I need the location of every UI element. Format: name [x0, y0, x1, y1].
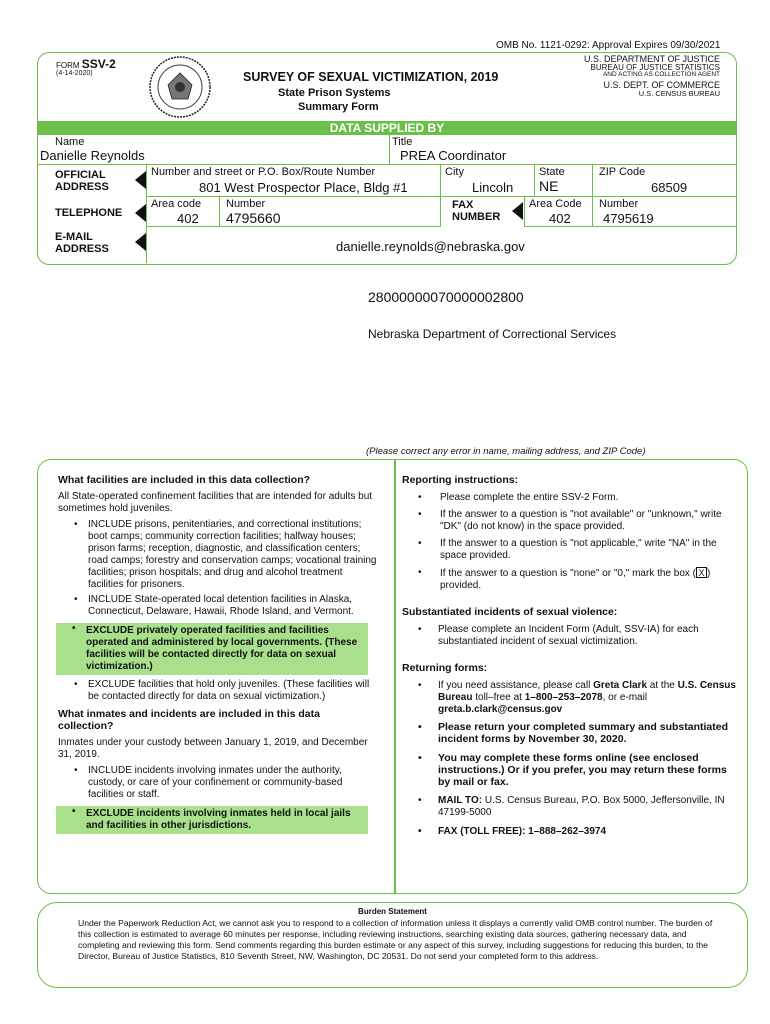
zip-cell: ZIP Code 68509 — [593, 165, 736, 197]
name-value[interactable]: Danielle Reynolds — [40, 148, 145, 163]
list-item-highlight: • EXCLUDE incidents involving inmates held in local jails and facilities in other jurisdictions. — [56, 806, 368, 834]
column-divider — [394, 460, 396, 893]
zip-value[interactable]: 68509 — [651, 180, 688, 195]
list-item: • If the answer to a question is "not applicable," write "NA" in the space provided. — [402, 538, 737, 562]
email-value[interactable]: danielle.reynolds@nebraska.gov — [336, 239, 525, 254]
area-code-cell: Area code 402 — [146, 197, 220, 227]
name-cell: Name Danielle Reynolds — [38, 135, 390, 165]
email-label: E-MAIL ADDRESS — [55, 231, 109, 255]
burden-statement — [37, 902, 748, 988]
street-value[interactable]: 801 West Prospector Place, Bldg #1 — [199, 180, 408, 195]
contact-grid — [37, 135, 737, 265]
reporting-list — [402, 492, 737, 592]
facilities-intro: All State-operated confinement facilities that are intended for adults but sometimes hold juveniles. — [58, 491, 373, 514]
list-item: • INCLUDE State-operated local detention facilities in Alaska, Connecticut, Delaware, Hawaii, Rhode Island, and Vermont. — [58, 594, 378, 618]
fax-label: FAX NUMBER — [452, 199, 501, 223]
burden-text: Under the Paperwork Reduction Act, we cannot ask you to respond to a collection of information unless it displays a currently valid OMB control number. The burden of this collection is estimated to average 60 minutes per response, including reviewing instructions, searching existing data sources, gathering necessary data, and completing and reviewing this form. Send comments regarding this burden estimate or any aspect of this survey, including suggestions for reducing this burden, to the Director, Bureau of Justice Statistics, 810 Seventh Street, NW, Washington, DC 20531. Do not send your completed form to this address. — [78, 918, 713, 961]
title-value[interactable]: PREA Coordinator — [400, 148, 507, 163]
list-item: • You may complete these forms online (see enclosed instructions.) Or if you prefer, you may return these forms by mail or fax. — [402, 752, 737, 788]
facilities-question: What facilities are included in this data collection? — [58, 474, 311, 486]
list-item: • If the answer to a question is "not available" or "unknown," write "DK" (do not know) in the space provided. — [402, 509, 737, 533]
instructions-box — [37, 459, 748, 894]
form-date: (4-14-2020) — [56, 70, 93, 77]
list-item: • INCLUDE prisons, penitentiaries, and correctional institutions; boot camps; community correction facilities; halfway houses; prison farms; reception, diagnostic, and classification centers; road camps; forestry and conservation camps; vocational training facilities; prison hospitals; and drug and alcohol treatment facilities for prisoners. — [58, 519, 378, 591]
list-item-highlight: • EXCLUDE privately operated facilities and facilities operated and administered by local governments. (These facilities will be contacted directly for data on sexual victimization.) — [56, 623, 368, 675]
substantiated-list — [402, 624, 737, 648]
phone-number-cell: Number 4795660 — [220, 197, 441, 227]
survey-title: SURVEY OF SEXUAL VICTIMIZATION, 2019 — [243, 70, 499, 84]
right-column — [402, 474, 737, 838]
facilities-list — [58, 519, 378, 703]
street-cell: Number and street or P.O. Box/Route Number 801 West Prospector Place, Bldg #1 — [146, 165, 441, 197]
mailing-org: Nebraska Department of Correctional Services — [368, 327, 617, 341]
form-label: FORM SSV-2 — [56, 57, 116, 71]
survey-subtitle-2: Summary Form — [298, 101, 379, 113]
list-item: • MAIL TO: U.S. Census Bureau, P.O. Box 5000, Jeffersonville, IN 47199-5000 — [402, 795, 737, 819]
list-item: • If the answer to a question is "none" or "0," mark the box ( X ) provided. — [402, 567, 737, 592]
telephone-pointer-icon — [135, 204, 146, 222]
omb-number: OMB No. 1121-0292: Approval Expires 09/30/2021 — [496, 40, 721, 51]
list-item: • If you need assistance, please call Greta Clark at the U.S. Census Bureau toll–free at 1–800–253–2078, or e-mail greta.b.clark@census.gov — [402, 680, 737, 716]
fax-area-value[interactable]: 402 — [549, 211, 571, 226]
inmates-question: What inmates and incidents are included in this data collection? — [58, 708, 320, 732]
area-code-value[interactable]: 402 — [177, 211, 199, 226]
survey-subtitle-1: State Prison Systems — [278, 87, 391, 99]
list-item: • Please return your completed summary and substantiated incident forms by November 30, 2020. — [402, 721, 737, 745]
list-item: • INCLUDE incidents involving inmates under the authority, custody, or care of your confinement or community-based facilities or staff. — [58, 765, 378, 801]
fax-number-value[interactable]: 4795619 — [603, 211, 654, 226]
address-pointer-icon — [135, 171, 146, 189]
substantiated-heading: Substantiated incidents of sexual violence: — [402, 606, 618, 618]
email-link[interactable]: greta.b.clark@census.gov — [438, 704, 563, 715]
doj-seal-icon — [148, 55, 212, 119]
phone-number-value[interactable]: 4795660 — [226, 210, 281, 226]
inmates-list — [58, 765, 378, 834]
fax-area-cell: Area Code 402 — [524, 197, 593, 227]
list-item: • FAX (TOLL FREE): 1–888–262–3974 — [402, 826, 737, 838]
returning-heading: Returning forms: — [402, 662, 488, 674]
state-value[interactable]: NE — [539, 178, 559, 194]
reporting-heading: Reporting instructions: — [402, 474, 519, 486]
mailing-id: 28000000070000002800 — [368, 289, 524, 305]
email-pointer-icon — [135, 233, 146, 251]
title-cell: Title PREA Coordinator — [390, 135, 736, 165]
city-cell: City Lincoln — [441, 165, 535, 197]
none-checkbox-icon: X — [696, 567, 707, 578]
city-value[interactable]: Lincoln — [472, 180, 514, 195]
form-header — [37, 52, 737, 122]
left-column — [58, 474, 378, 834]
email-divider — [146, 227, 147, 263]
list-item: • Please complete the entire SSV-2 Form. — [402, 492, 737, 504]
agency-block: U.S. DEPARTMENT OF JUSTICE BUREAU OF JUSTICE STATISTICS AND ACTING AS COLLECTION AGENT U.S. DEPT. OF COMMERCE U.S. CENSUS BUREAU — [583, 54, 720, 98]
fax-pointer-icon — [512, 202, 523, 220]
data-supplied-by-header: DATA SUPPLIED BY — [37, 121, 737, 135]
correction-note: (Please correct any error in name, mailing address, and ZIP Code) — [366, 446, 646, 457]
telephone-label: TELEPHONE — [55, 207, 123, 219]
state-cell: State NE — [535, 165, 593, 197]
returning-list — [402, 680, 737, 838]
inmates-intro: Inmates under your custody between January 1, 2019, and December 31, 2019. — [58, 737, 368, 760]
official-address-label: OFFICIAL ADDRESS — [55, 169, 109, 193]
form-code: SSV-2 — [81, 57, 116, 71]
list-item: • EXCLUDE facilities that hold only juveniles. (These facilities will be contacted directly for data on sexual victimization.) — [58, 679, 378, 703]
burden-title: Burden Statement — [358, 907, 427, 916]
list-item: • Please complete an Incident Form (Adult, SSV-IA) for each substantiated incident of sexual victimization. — [402, 624, 737, 648]
fax-number-cell: Number 4795619 — [593, 197, 736, 227]
